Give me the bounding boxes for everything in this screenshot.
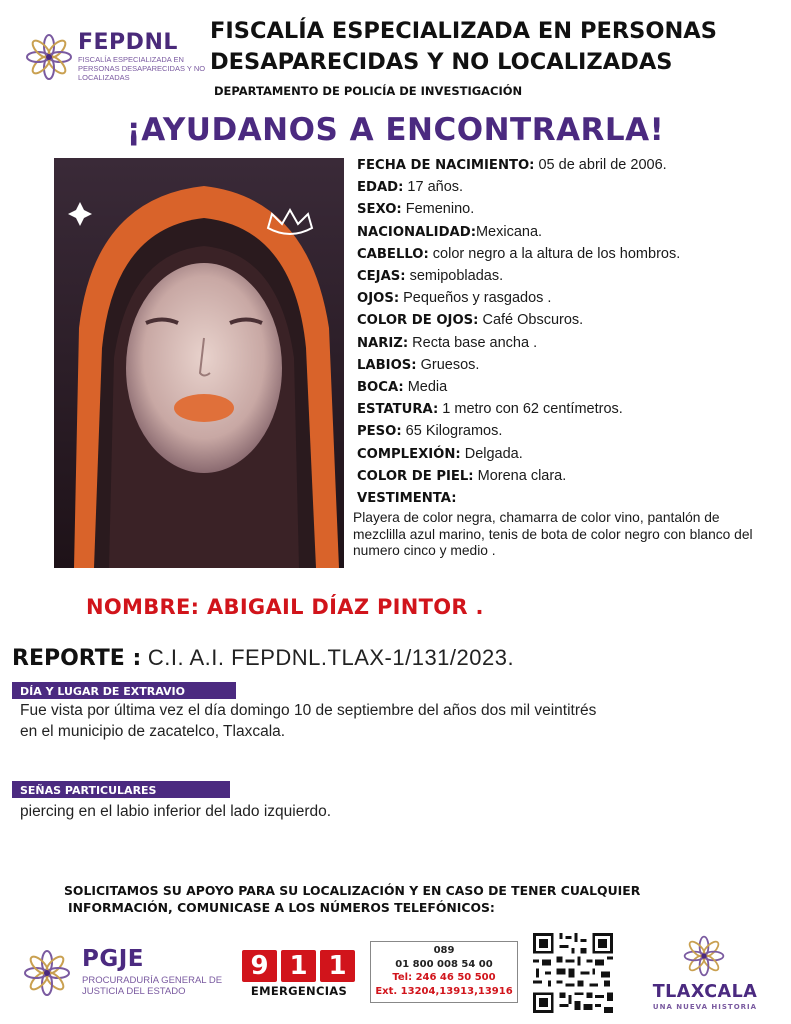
disappearance-text: [20, 700, 760, 742]
header-title-line1: FISCALÍA ESPECIALIZADA EN PERSONAS: [210, 18, 717, 44]
detail-value: 17 años.: [403, 179, 464, 196]
person-name: NOMBRE: ABIGAIL DÍAZ PINTOR .: [86, 595, 484, 619]
emergency-digit: 9: [242, 950, 277, 982]
detail-label: LABIOS:: [357, 357, 417, 373]
emergency-digit: 1: [281, 950, 316, 982]
report-line: [12, 645, 514, 671]
detail-value: Mexicana.: [475, 223, 543, 240]
clothing-description: Playera de color negra, chamarra de color vino, pantalón de mezclilla azul marino, tenis de bota de color negro con blanco del numero cinco y medio .: [353, 510, 753, 559]
qr-code-icon: [530, 930, 616, 1016]
report-number: C.I. A.I. FEPDNL.TLAX-1/131/2023.: [141, 645, 515, 670]
report-label: REPORTE :: [12, 646, 142, 671]
detail-value: 05 de abril de 2006.: [534, 157, 667, 173]
fepdnl-logo-subtitle: FISCALÍA ESPECIALIZADA EN PERSONAS DESAPARECIDAS Y NO LOCALIZADAS: [78, 55, 206, 82]
detail-value: 65 Kilogramos.: [401, 423, 503, 440]
detail-row-build: [357, 443, 777, 465]
detail-value: Media: [403, 379, 448, 396]
detail-row-weight: [357, 420, 777, 442]
pgje-logo-subtitle: PROCURADURÍA GENERAL DE JUSTICIA DEL ESTADO: [82, 975, 223, 997]
detail-value: Femenino.: [401, 201, 475, 218]
disappearance-line2: en el municipio de zacatelco, Tlaxcala.: [20, 723, 286, 740]
detail-label: BOCA:: [357, 380, 404, 396]
pgje-logo-text: PGJE: [82, 946, 145, 972]
detail-row-sex: [357, 198, 777, 220]
detail-row-hair: [357, 243, 777, 265]
detail-label: NARIZ:: [357, 335, 409, 351]
tlaxcala-slogan: UNA NUEVA HISTORIA: [652, 1003, 758, 1011]
detail-row-height: [357, 398, 777, 420]
section-label-disappearance: DÍA Y LUGAR DE EXTRAVIO: [12, 682, 236, 699]
detail-label: PESO:: [357, 424, 402, 440]
detail-row-age: [357, 176, 777, 198]
missing-person-photo: [54, 158, 344, 568]
detail-row-eyes: [357, 287, 777, 309]
emergency-digits: [242, 950, 356, 982]
disappearance-line1: Fue vista por última vez el día domingo 10 de septiembre del años dos mil veintitrés: [20, 702, 597, 719]
detail-row-eyebrows: [357, 265, 777, 287]
tlaxcala-logo-text: TLAXCALA: [652, 982, 758, 1002]
help-request-line1: SOLICITAMOS SU APOYO PARA SU LOCALIZACIÓN Y EN CASO DE TENER CUALQUIER: [64, 883, 641, 898]
detail-value: color negro a la altura de los hombros.: [428, 245, 681, 262]
detail-row-nose: [357, 332, 777, 354]
detail-row-mouth: [357, 376, 777, 398]
tlaxcala-flower-logo-icon: [682, 934, 726, 978]
detail-label: COLOR DE PIEL:: [357, 468, 474, 484]
detail-label: FECHA DE NACIMIENTO:: [357, 158, 535, 173]
detail-row-clothing: [357, 487, 777, 509]
detail-row-lips: [357, 354, 777, 376]
detail-value: Morena clara.: [473, 467, 567, 484]
phone-numbers-box: [370, 941, 518, 1003]
fepdnl-flower-logo-icon: [24, 32, 74, 82]
detail-label: EDAD:: [357, 180, 404, 196]
detail-value: 1 metro con 62 centímetros.: [438, 401, 623, 418]
emergency-label: EMERGENCIAS: [250, 984, 348, 998]
headline: ¡AYUDANOS A ENCONTRARLA!: [126, 112, 665, 148]
header-title: [210, 16, 785, 78]
help-request: [64, 882, 764, 916]
detail-value: Gruesos.: [416, 356, 480, 373]
detail-value: Café Obscuros.: [478, 312, 584, 329]
emergency-911-logo: [242, 950, 356, 998]
help-request-line2: INFORMACIÓN, COMUNICASE A LOS NÚMEROS TELEFÓNICOS:: [68, 900, 495, 915]
detail-row-skin-color: [357, 465, 777, 487]
detail-label: COMPLEXIÓN:: [357, 446, 461, 462]
section-label-particular-marks: SEÑAS PARTICULARES: [12, 781, 230, 798]
header-title-line2: DESAPARECIDAS Y NO LOCALIZADAS: [210, 49, 673, 75]
fepdnl-logo-text: FEPDNL: [78, 30, 178, 55]
phone-089: 089: [433, 945, 455, 956]
detail-value: Recta base ancha .: [408, 334, 538, 351]
detail-label: ESTATURA:: [357, 402, 439, 418]
detail-value: Delgada.: [460, 445, 523, 462]
phone-tel: Tel: 246 46 50 500: [392, 972, 496, 983]
detail-label: NACIONALIDAD:: [357, 224, 476, 240]
phone-ext: Ext. 13204,13913,13916: [375, 985, 513, 997]
particular-marks-text: piercing en el labio inferior del lado izquierdo.: [20, 803, 332, 820]
detail-label: SEXO:: [357, 202, 402, 218]
detail-label: CEJAS:: [357, 269, 406, 285]
pgje-flower-logo-icon: [22, 948, 72, 998]
detail-label: CABELLO:: [357, 246, 429, 262]
detail-value: semipobladas.: [405, 268, 504, 285]
detail-row-eye-color: [357, 309, 777, 331]
header-department: DEPARTAMENTO DE POLICÍA DE INVESTIGACIÓN: [214, 84, 523, 98]
emergency-digit: 1: [320, 950, 355, 982]
detail-label: COLOR DE OJOS:: [357, 313, 479, 329]
detail-value: Pequeños y rasgados .: [399, 290, 552, 307]
detail-label: OJOS:: [357, 291, 400, 307]
detail-row-birthdate: [357, 154, 777, 176]
detail-row-nationality: [357, 221, 777, 243]
personal-details: [353, 154, 777, 560]
clothing-label: VESTIMENTA:: [357, 491, 457, 507]
phone-800: 01 800 008 54 00: [395, 958, 493, 970]
